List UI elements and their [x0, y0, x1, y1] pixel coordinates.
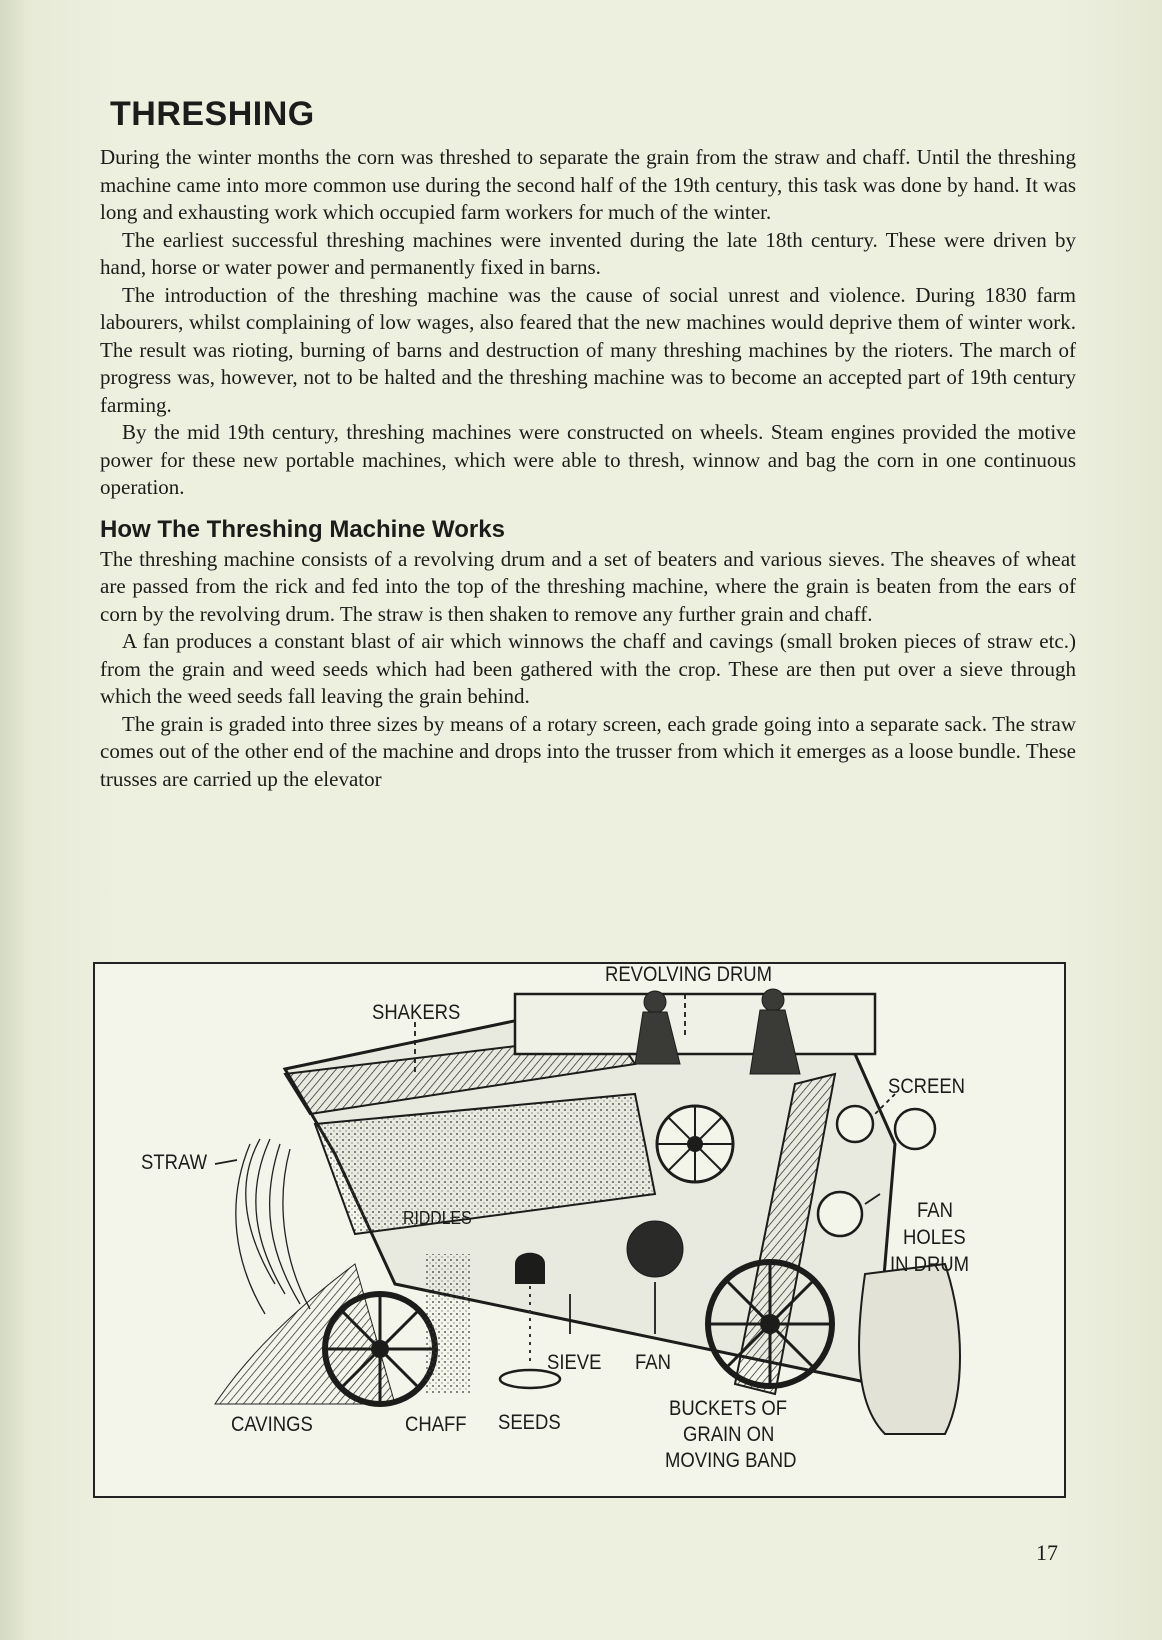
label-fan-right: FAN [917, 1199, 953, 1222]
label-revolving-drum: REVOLVING DRUM [605, 963, 773, 986]
section-paragraph: The grain is graded into three sizes by means of a rotary screen, each grade going into a separate sack. The straw comes out of the other end of the machine and drops into the trusser from which it emerges as a loose bundle. These trusses are carried up the elevator [100, 711, 1076, 791]
holes-drum-wheel [818, 1192, 862, 1236]
section-heading: How The Threshing Machine Works [100, 515, 505, 543]
label-buckets-2: GRAIN ON [683, 1423, 775, 1446]
label-seeds: SEEDS [498, 1411, 561, 1434]
label-riddles: RIDDLES [403, 1208, 472, 1228]
seed-spout [515, 1253, 545, 1284]
intro-paragraph: The introduction of the threshing machine was the cause of social unrest and violence. During 1830 farm labourers, whilst complaining of low wages, also feared that the new machines would deprive them of winter work. The result was rioting, burning of barns and destruction of many threshing machines by the rioters. The march of progress was, however, not to be halted and the threshing machine was to become an accepted part of 19th century farming. [100, 282, 1076, 417]
section-paragraph: The threshing machine consists of a revolving drum and a set of beaters and various sieves. The sheaves of wheat are passed from the rick and fed into the top of the threshing machine, where the grain is beaten from the ears of corn by the revolving drum. The straw is then shaken to remove any further grain and chaff. [100, 546, 1076, 626]
label-fan-bottom: FAN [635, 1351, 671, 1374]
label-in-drum: IN DRUM [890, 1253, 970, 1276]
label-screen: SCREEN [888, 1075, 966, 1098]
revolving-drum [657, 1106, 733, 1182]
fan-wheel [895, 1109, 935, 1149]
label-chaff: CHAFF [405, 1413, 467, 1436]
left-wheel [325, 1294, 435, 1404]
label-cavings: CAVINGS [231, 1413, 313, 1436]
label-buckets-3: MOVING BAND [665, 1449, 797, 1472]
label-holes: HOLES [903, 1226, 966, 1249]
intro-paragraph: The earliest successful threshing machines were invented during the late 18th century. These were driven by hand, horse or water power and permanently fixed in barns. [100, 227, 1076, 279]
screen-wheel [837, 1106, 873, 1142]
feed-hopper [515, 994, 875, 1054]
text-column [100, 95, 1076, 793]
label-straw: STRAW [141, 1151, 208, 1174]
page-title: THRESHING [110, 95, 315, 133]
intro-paragraph: During the winter months the corn was threshed to separate the grain from the straw and chaff. Until the threshing machine came into more common use during the second half of the 19th century, this task was done by hand. It was long and exhausting work which occupied farm workers for much of the winter. [100, 145, 1076, 224]
page-number: 17 [1036, 1540, 1058, 1565]
chaff-fall [425, 1254, 470, 1394]
label-buckets-1: BUCKETS OF [669, 1397, 788, 1420]
intro-paragraph: By the mid 19th century, threshing machines were constructed on wheels. Steam engines provided the motive power for these new portable machines, which were able to thresh, winnow and bag the corn in one continuous operation. [100, 420, 1076, 499]
cavings-pile [215, 1264, 395, 1404]
straw-fall [236, 1139, 310, 1314]
grain-sack [859, 1264, 960, 1434]
right-wheel [708, 1262, 832, 1386]
label-shakers: SHAKERS [372, 1001, 461, 1024]
label-sieve: SIEVE [547, 1351, 602, 1374]
bottom-fan [627, 1221, 683, 1277]
section-paragraph: A fan produces a constant blast of air which winnows the chaff and cavings (small broken pieces of straw etc.) from the grain and weed seeds which had been gathered with the crop. These are then put over a sieve through which the weed seeds fall leaving the grain behind. [100, 629, 1076, 708]
threshing-machine-diagram [93, 962, 1066, 1498]
